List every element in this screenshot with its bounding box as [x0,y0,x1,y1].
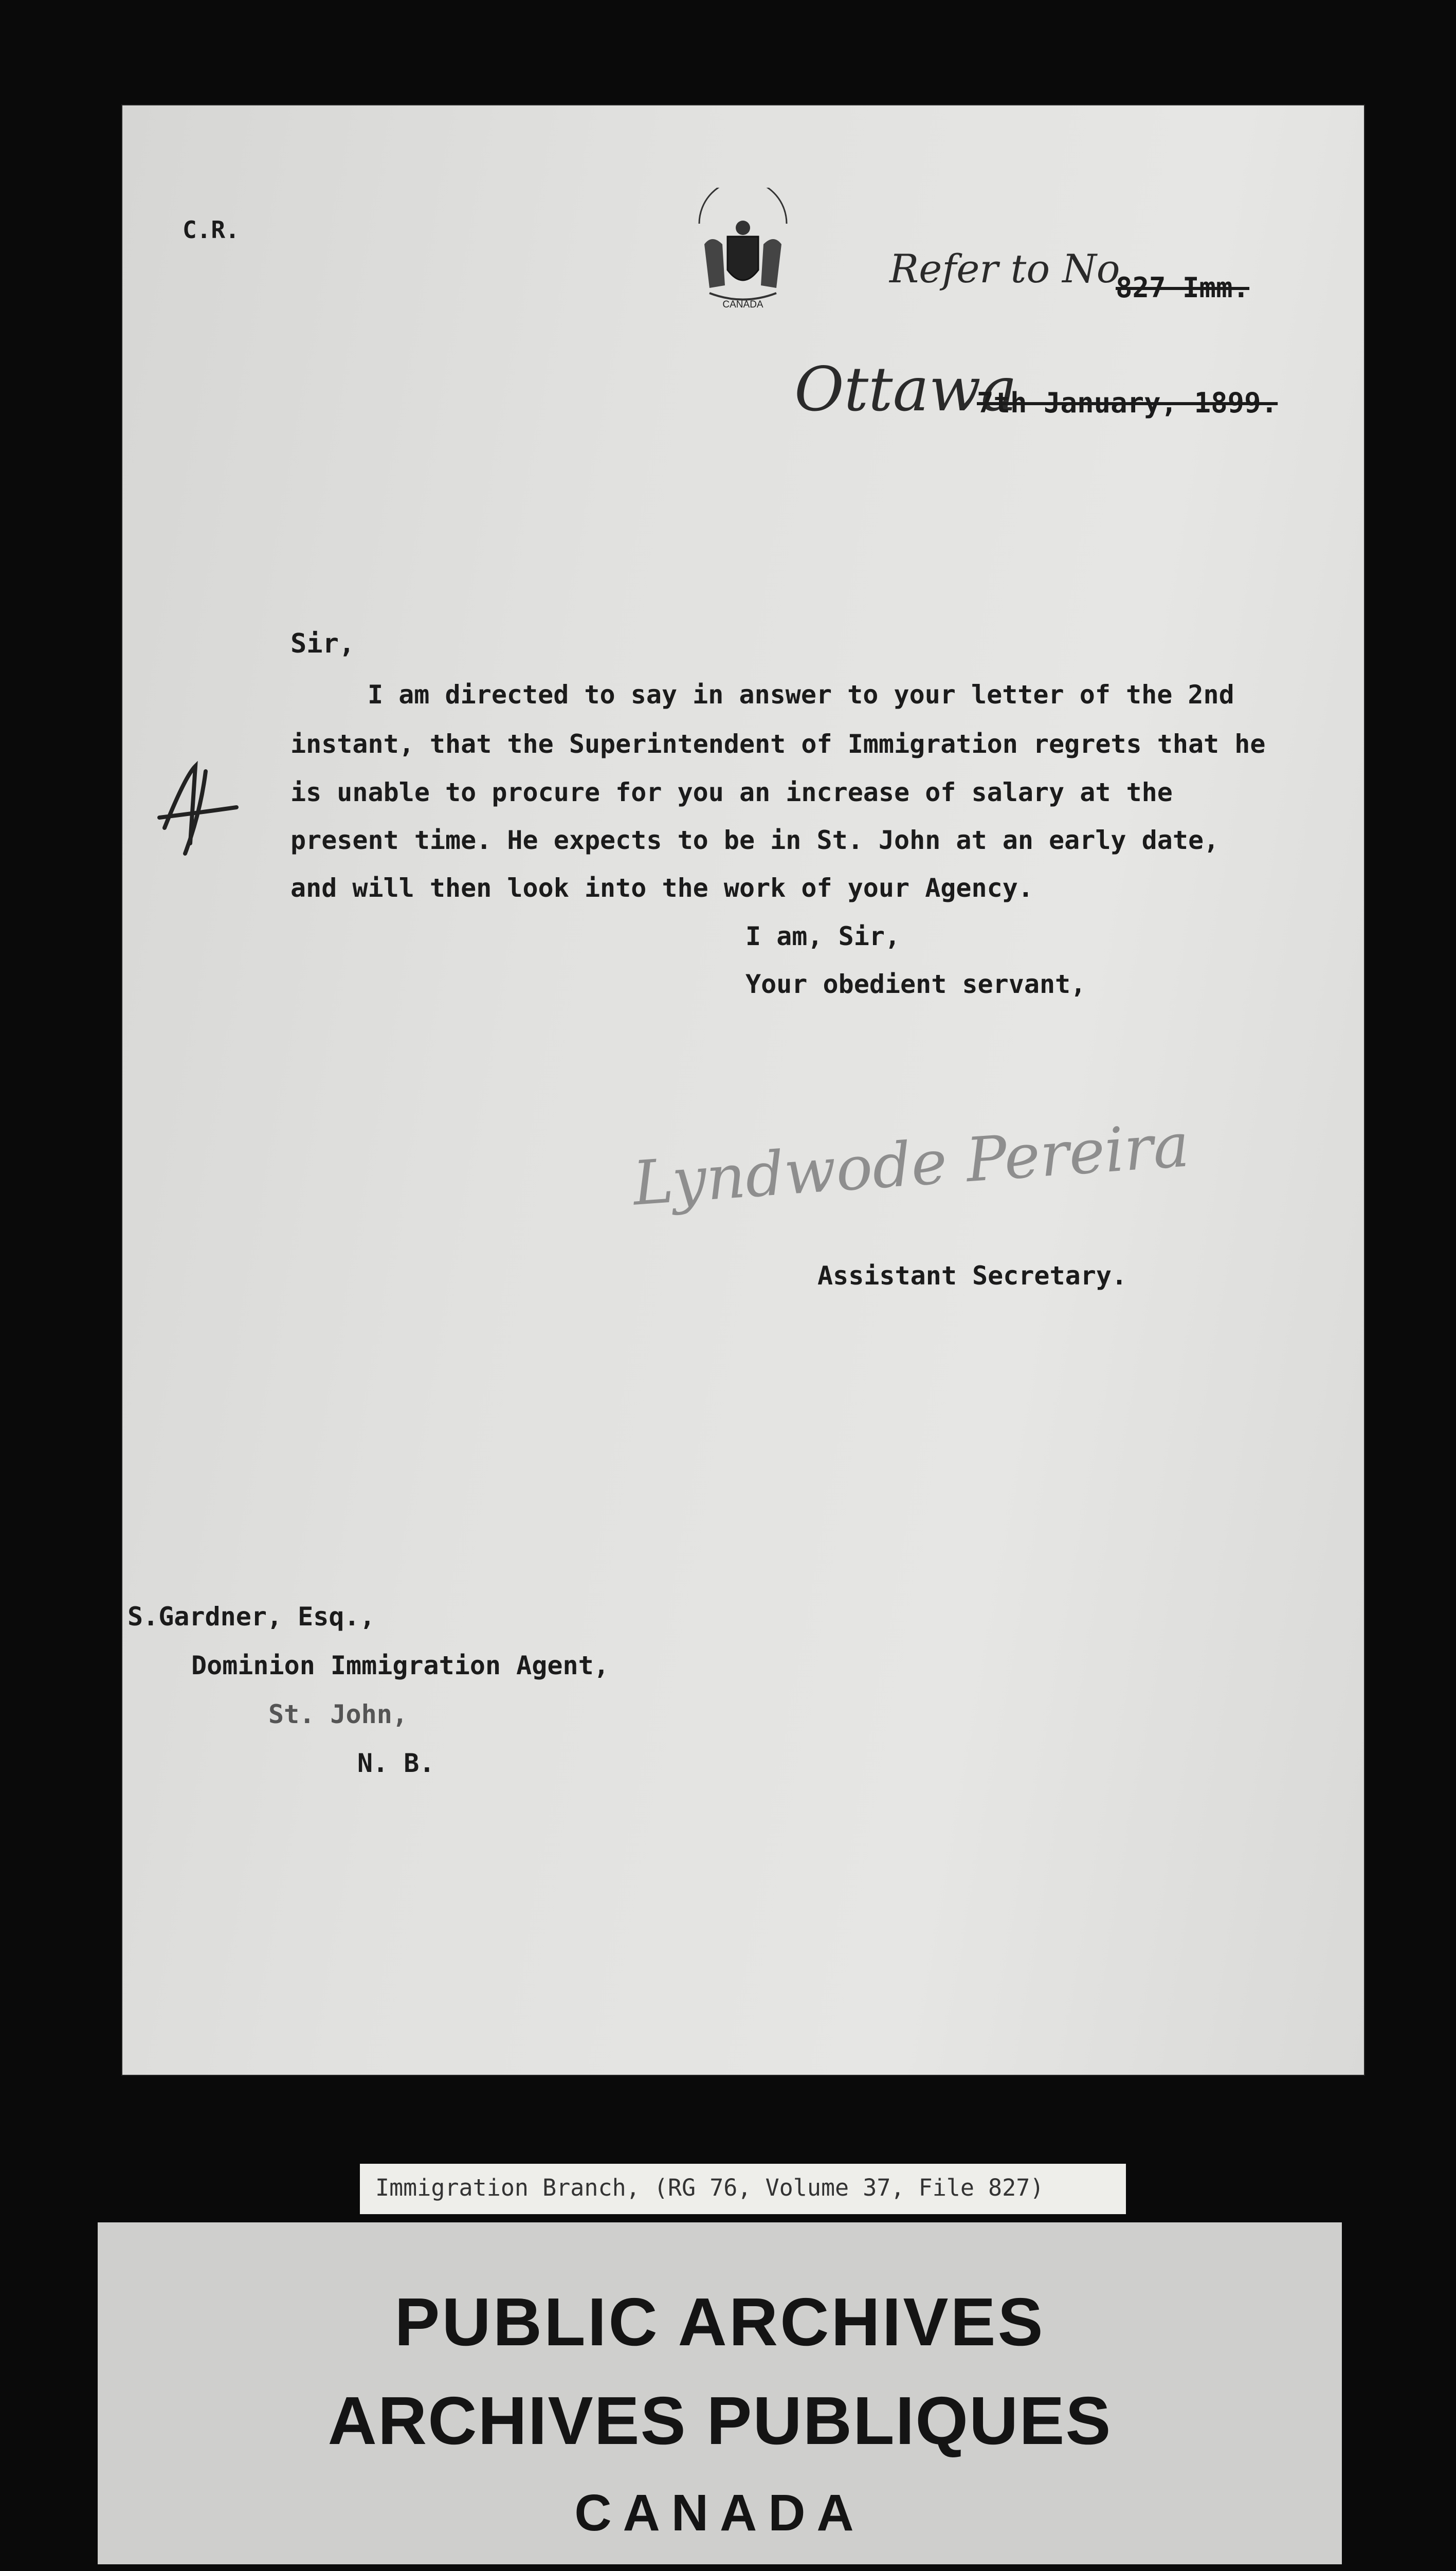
signer-title: Assistant Secretary. [817,1261,1127,1291]
letter-date: 7th January, 1899. [977,387,1278,419]
archives-country: CANADA [574,2484,865,2542]
file-reference: 827 Imm. [1116,271,1250,304]
body-line-1: I am directed to say in answer to your letter of the 2nd [368,680,1234,710]
city-heading: Ottawa [794,354,1017,425]
salutation: Sir, [290,628,355,659]
body-line-3: is unable to procure for you an increase of salary at the [290,777,1173,807]
address-province: N. B. [357,1748,435,1778]
archives-title-fr: ARCHIVES PUBLIQUES [327,2383,1112,2458]
archive-label: Immigration Branch, (RG 76, Volume 37, File 827) [375,2174,1044,2201]
archives-title-en: PUBLIC ARCHIVES [394,2284,1045,2360]
address-city: St. John, [268,1699,408,1729]
corner-mark: C.R. [183,216,240,244]
closing-line-2: Your obedient servant, [745,969,1086,999]
signature: Lyndwode Pereira [630,1109,1192,1219]
body-line-2: instant, that the Superintendent of Immigration regrets that he [290,729,1266,759]
department-seal-icon [684,188,802,316]
refer-to-label: Refer to No [889,246,1120,292]
closing-line-1: I am, Sir, [745,921,901,951]
margin-mark-icon [154,756,242,859]
seal-country-label: CANADA [722,299,763,310]
address-title: Dominion Immigration Agent, [191,1651,609,1680]
body-line-4: present time. He expects to be in St. John at an early date, [290,825,1220,855]
body-line-5: and will then look into the work of your Agency. [290,873,1033,903]
address-name: S.Gardner, Esq., [128,1602,375,1632]
